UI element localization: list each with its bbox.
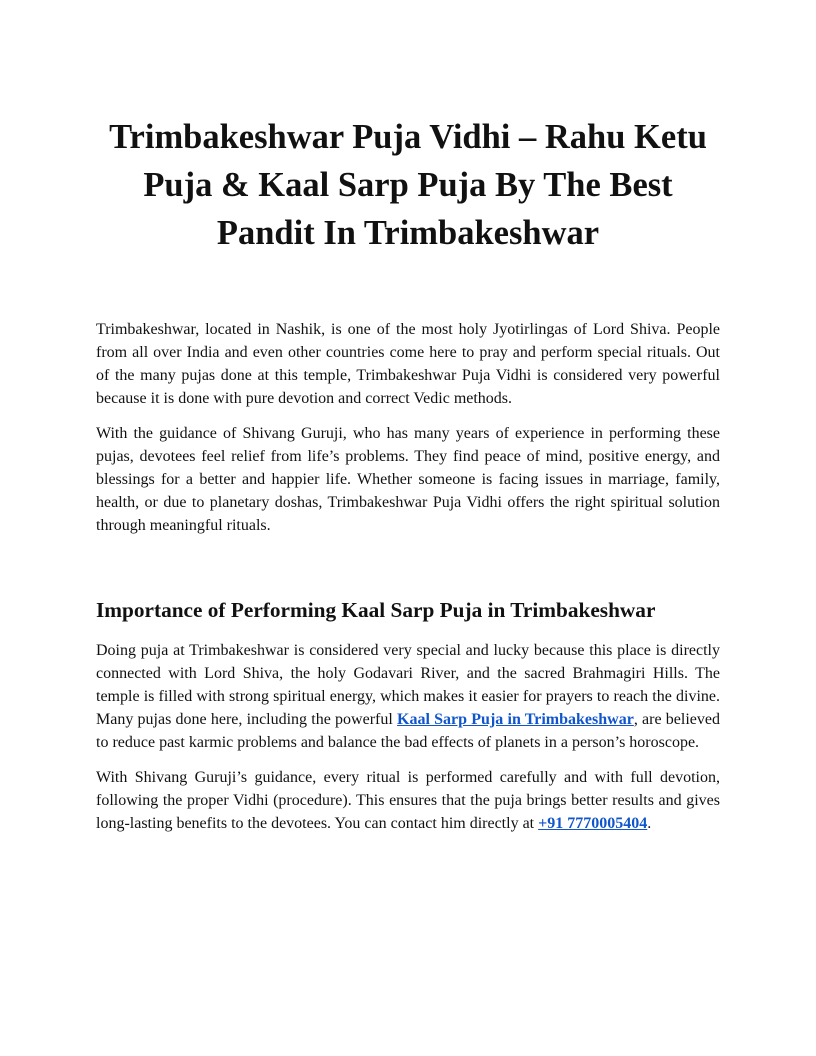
title-line-2: Puja & Kaal Sarp Puja By The Best (143, 166, 673, 204)
section-paragraph-2-text-a: With Shivang Guruji’s guidance, every ritual is performed carefully and with full devotion, following the proper Vidhi (procedure). This ensures that the puja brings better results and gives long-lasting benefits to the devotees. You can contact him directly at (96, 769, 720, 832)
kaal-sarp-puja-link[interactable]: Kaal Sarp Puja in Trimbakeshwar (397, 711, 634, 728)
title-line-3: Pandit In Trimbakeshwar (216, 214, 600, 252)
intro-paragraph-1: Trimbakeshwar, located in Nashik, is one of the most holy Jyotirlingas of Lord Shiva. People from all over India and even other countries come here to pray and perform special rituals. Out of the many pujas done at this temple, Trimbakeshwar Puja Vidhi is considered very powerful because it is done with pure devotion and correct Vedic methods. (96, 321, 720, 407)
phone-number-link[interactable]: +91 7770005404 (538, 815, 648, 832)
section-paragraph-1-text-a: Doing puja at Trimbakeshwar is considered very special and lucky because this place is directly connected with Lord Shiva, the holy Godavari River, and the sacred Brahmagiri Hills. The temple is filled with strong spiritual energy, which makes it easier for prayers to reach the divine. Many pujas done here, including the powerful (96, 642, 720, 728)
section-heading-importance: Importance of Performing Kaal Sarp Puja in Trimbakeshwar (96, 598, 656, 622)
section-paragraph-2-text-b: . (647, 815, 652, 832)
section-paragraph-1 (96, 639, 720, 754)
title-line-1: Trimbakeshwar Puja Vidhi – Rahu Ketu (109, 118, 707, 156)
page-title (96, 0, 720, 257)
intro-paragraph-2: With the guidance of Shivang Guruji, who has many years of experience in performing these pujas, devotees feel relief from life’s problems. They find peace of mind, positive energy, and blessings for a better and happier life. Whether someone is facing issues in marriage, family, health, or due to planetary doshas, Trimbakeshwar Puja Vidhi offers the right spiritual solution through meaningful rituals. (96, 425, 720, 534)
section-paragraph-2 (96, 766, 720, 835)
section-paragraph-1-text-b: , are believed to reduce past karmic problems and balance the bad effects of planets in a person’s horoscope. (96, 711, 720, 751)
document-page (96, 0, 720, 835)
